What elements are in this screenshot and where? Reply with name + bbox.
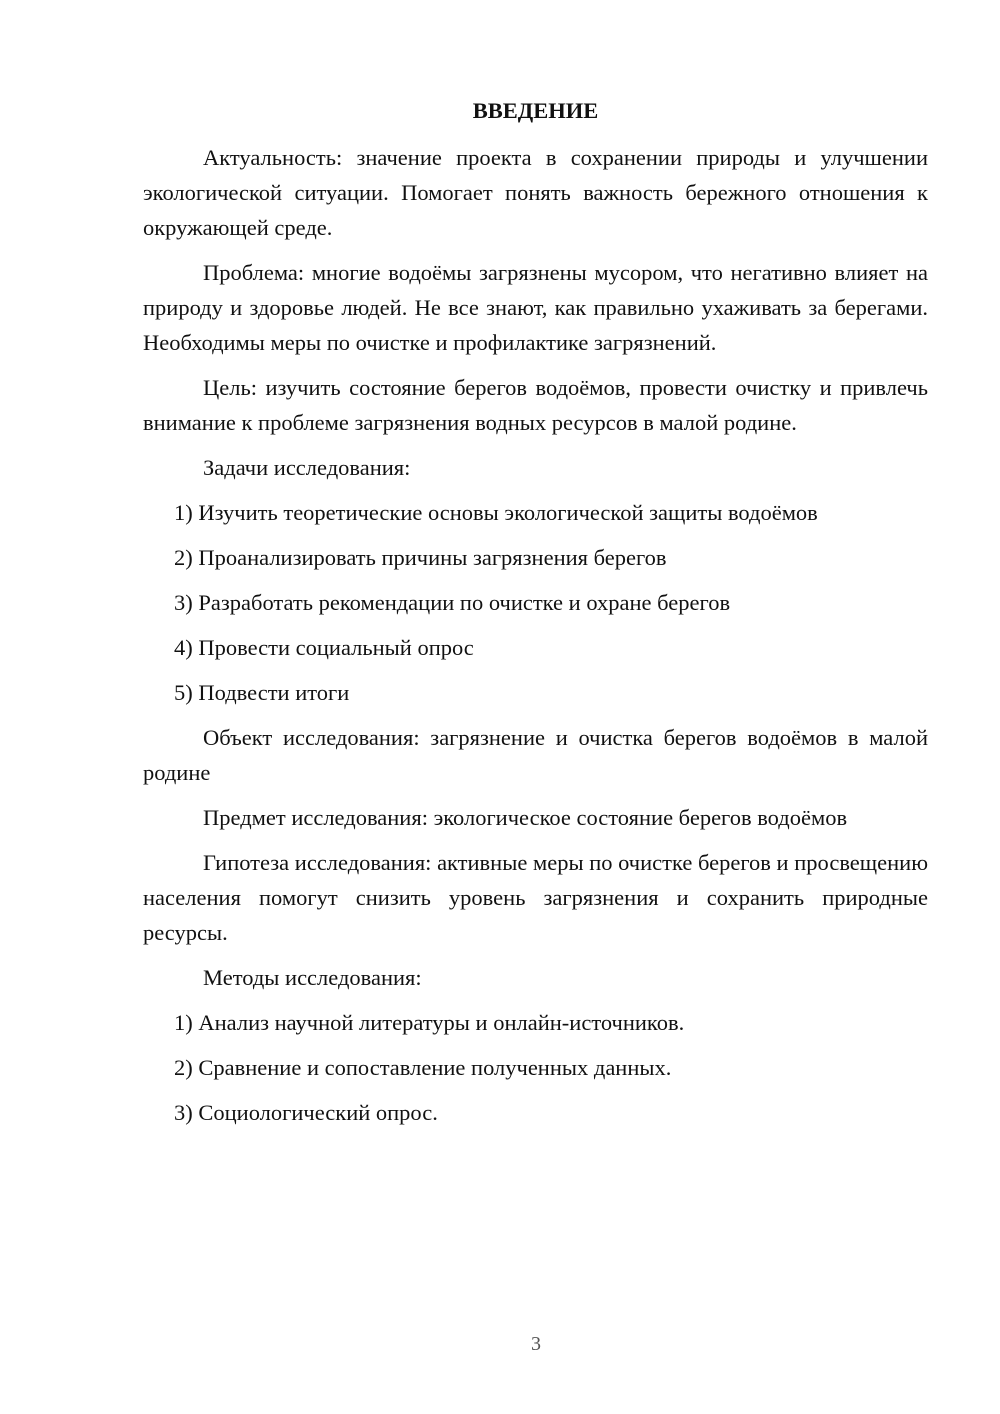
- relevance-paragraph: Актуальность: значение проекта в сохранении природы и улучшении экологической ситуации. Помогает понять важность бережного отношения к окружающей среде.: [143, 145, 928, 240]
- method-item-3: 3) Социологический опрос.: [174, 1100, 438, 1125]
- page-content: [143, 96, 928, 1140]
- task-item-4: 4) Провести социальный опрос: [174, 635, 474, 660]
- section-title: ВВЕДЕНИЕ: [472, 98, 599, 123]
- tasks-heading: Задачи исследования:: [203, 455, 411, 480]
- problem-paragraph: Проблема: многие водоёмы загрязнены мусором, что негативно влияет на природу и здоровье людей. Не все знают, как правильно ухаживать за берегами. Необходимы меры по очистке и профилактике загрязнений.: [143, 260, 928, 355]
- task-item-1: 1) Изучить теоретические основы экологической защиты водоёмов: [174, 500, 818, 525]
- object-paragraph: Объект исследования: загрязнение и очистка берегов водоёмов в малой родине: [143, 725, 928, 785]
- methods-heading: Методы исследования:: [203, 965, 422, 990]
- subject-paragraph: Предмет исследования: экологическое состояние берегов водоёмов: [203, 805, 848, 830]
- tasks-list: [143, 495, 928, 710]
- page-number: 3: [531, 1333, 541, 1355]
- task-item-2: 2) Проанализировать причины загрязнения берегов: [174, 545, 667, 570]
- goal-paragraph: Цель: изучить состояние берегов водоёмов, провести очистку и привлечь внимание к проблеме загрязнения водных ресурсов в малой родине.: [143, 375, 928, 435]
- hypothesis-paragraph: Гипотеза исследования: активные меры по очистке берегов и просвещению населения помогут снизить уровень загрязнения и сохранить природные ресурсы.: [143, 850, 928, 945]
- task-item-3: 3) Разработать рекомендации по очистке и охране берегов: [174, 590, 731, 615]
- method-item-1: 1) Анализ научной литературы и онлайн-источников.: [174, 1010, 685, 1035]
- task-item-5: 5) Подвести итоги: [174, 680, 350, 705]
- method-item-2: 2) Сравнение и сопоставление полученных данных.: [174, 1055, 672, 1080]
- methods-list: [143, 1005, 928, 1130]
